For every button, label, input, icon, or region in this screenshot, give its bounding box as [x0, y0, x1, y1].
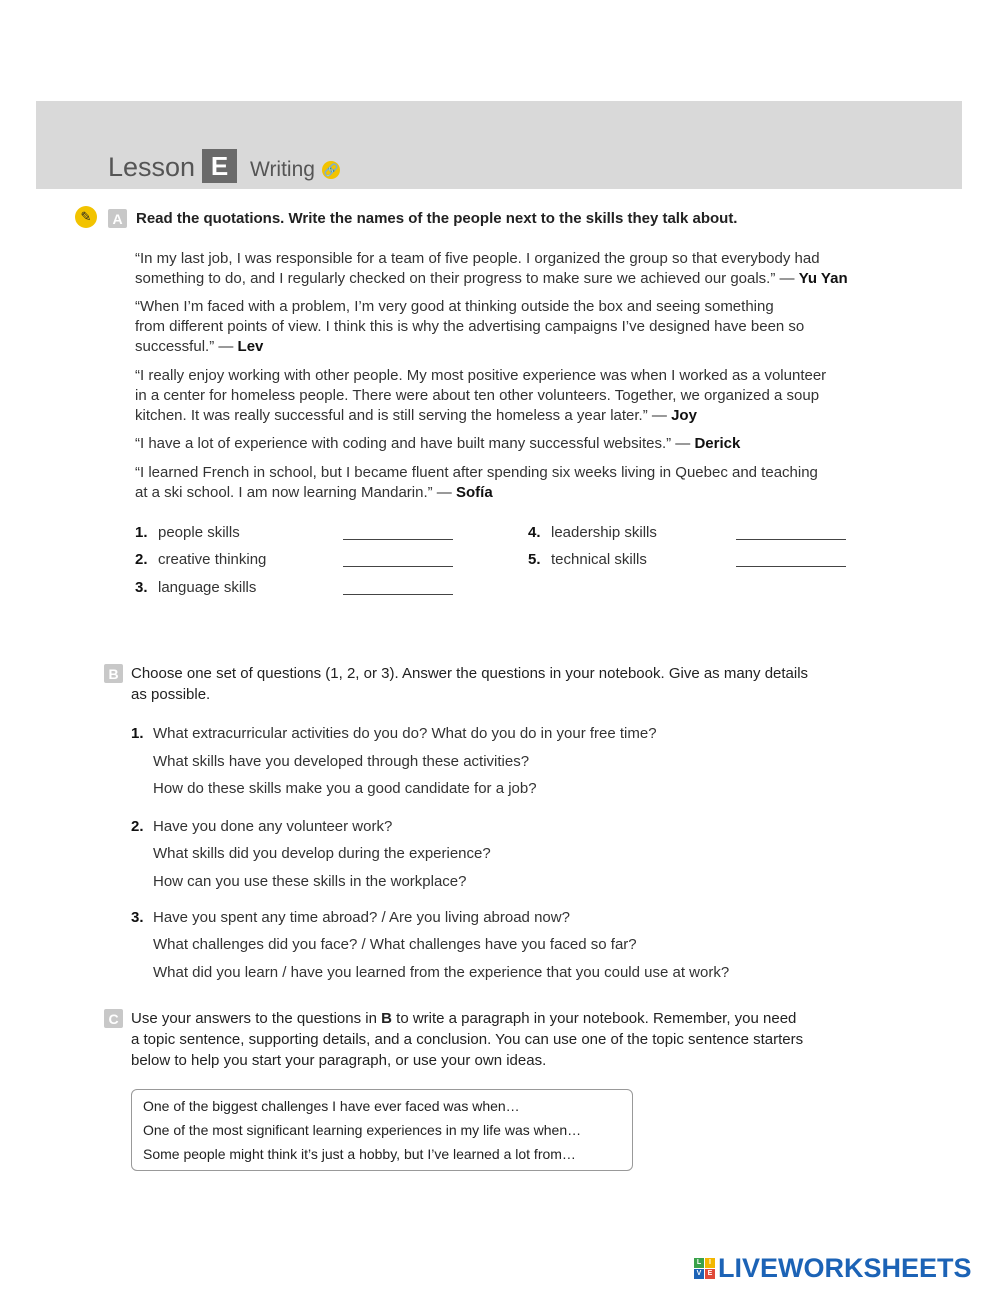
quote-author: Derick: [694, 435, 741, 452]
question-line: What challenges did you face? / What challenges have you faced so far?: [153, 936, 637, 953]
answer-blank-3[interactable]: [343, 594, 453, 595]
question-set-3-number: 3.: [131, 909, 144, 926]
lesson-label: Lesson: [108, 152, 196, 182]
topic-starter-2: One of the most significant learning experiences in my life was when…: [143, 1122, 582, 1138]
question-line: What skills did you develop during the experience?: [153, 845, 491, 862]
quote-author: Joy: [671, 407, 697, 424]
quote-lev: “When I’m faced with a problem, I’m very good at thinking outside the box and seeing something from different points of view. I think this is why the advertising campaigns I’ve designed have been so successful.” — Lev: [135, 298, 805, 355]
answer-blank-5[interactable]: [736, 566, 846, 567]
question-line: What did you learn / have you learned from the experience that you could use at work?: [153, 964, 730, 981]
answer-blank-2[interactable]: [343, 566, 453, 567]
skill-item-4: 4. leadership skills: [528, 524, 657, 541]
question-line: What skills have you developed through these activities?: [153, 753, 530, 770]
quote-sofia: “I learned French in school, but I became fluent after spending six weeks living in Quebec and teaching at a ski school. I am now learning Mandarin.” — Sofía: [135, 464, 818, 501]
skill-item-3: 3. language skills: [135, 579, 257, 596]
answer-blank-4[interactable]: [736, 539, 846, 540]
skill-item-2: 2. creative thinking: [135, 551, 267, 568]
answer-blank-1[interactable]: [343, 539, 453, 540]
quote-joy: “I really enjoy working with other people. My most positive experience was when I worked as a volunteer in a center for homeless people. There were about ten other volunteers. Together, we organized a soup kitchen. It was really successful and is still serving the homeless a year later.” — Joy: [135, 367, 827, 424]
quote-author: Sofía: [455, 484, 493, 501]
lesson-title: Writing: [250, 158, 315, 181]
section-a-badge: A: [108, 209, 127, 228]
skill-item-1: 1. people skills: [135, 524, 240, 541]
question-line: How do these skills make you a good candidate for a job?: [153, 780, 537, 797]
section-b-instruction: Choose one set of questions (1, 2, or 3). Answer the questions in your notebook. Give as many details as possible.: [131, 665, 809, 703]
topic-starters-box: [131, 1089, 633, 1171]
liveworksheets-logo: [694, 1253, 972, 1283]
brand-mark-icon: L I V E: [694, 1258, 715, 1279]
skill-item-5: 5. technical skills: [528, 551, 647, 568]
question-line: How can you use these skills in the workplace?: [153, 873, 467, 890]
section-c-instruction: Use your answers to the questions in B to write a paragraph in your notebook. Remember, you need a topic sentence, supporting details, and a conclusion. You can use one of the topic sentence starters below to help you start your paragraph, or use your own ideas.: [131, 1010, 804, 1069]
section-c-badge: C: [104, 1009, 123, 1028]
question-line: Have you spent any time abroad? / Are you living abroad now?: [153, 909, 570, 926]
topic-starter-1: One of the biggest challenges I have ever faced was when…: [143, 1098, 520, 1114]
brand-text: LIVEWORKSHEETS: [718, 1252, 972, 1283]
lesson-letter-box: E: [202, 149, 237, 183]
topic-starter-3: Some people might think it’s just a hobby, but I’ve learned a lot from…: [143, 1146, 576, 1162]
section-b-badge: B: [104, 664, 123, 683]
quote-derick: “I have a lot of experience with coding and have built many successful websites.” — Derick: [135, 435, 741, 452]
quote-yu-yan: “In my last job, I was responsible for a team of five people. I organized the group so that everybody had something to do, and I regularly checked on their progress to make sure we achieved our goals.” — Yu Yan: [135, 250, 848, 287]
edit-icon[interactable]: ✎: [75, 206, 97, 228]
question-line: Have you done any volunteer work?: [153, 818, 393, 835]
quote-author: Lev: [237, 338, 264, 355]
section-a-instruction: Read the quotations. Write the names of the people next to the skills they talk about.: [136, 210, 738, 227]
question-set-2-number: 2.: [131, 818, 144, 835]
link-icon[interactable]: 🔗: [323, 163, 339, 177]
quote-author: Yu Yan: [798, 270, 848, 287]
question-set-1-number: 1.: [131, 725, 144, 742]
question-line: What extracurricular activities do you do? What do you do in your free time?: [153, 725, 657, 742]
